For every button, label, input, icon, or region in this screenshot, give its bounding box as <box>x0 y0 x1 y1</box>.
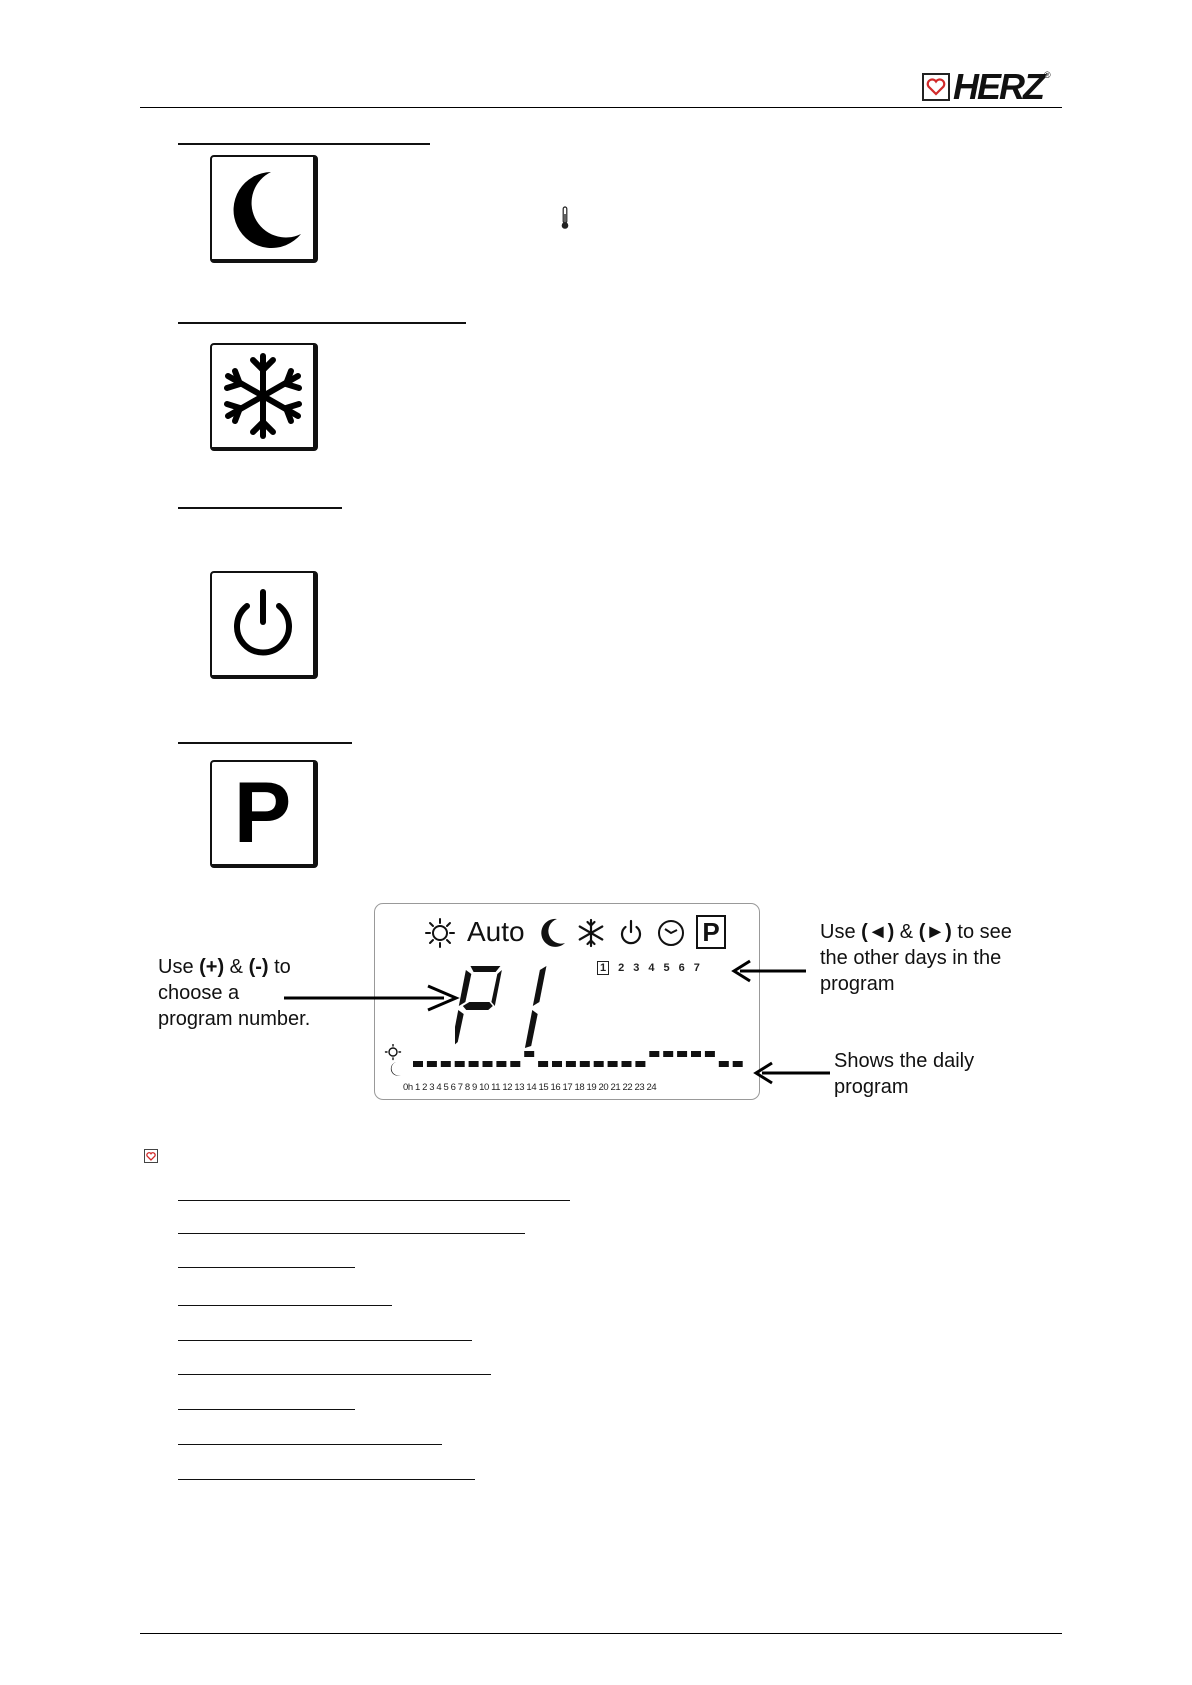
schedule-bar-hour-3 <box>455 1061 465 1067</box>
list-item-underline <box>178 1374 491 1375</box>
schedule-bar-hour-14 <box>608 1061 618 1067</box>
list-item-underline <box>178 1305 392 1306</box>
schedule-bar-hour-18 <box>663 1051 673 1057</box>
hour-axis-labels: 0h 1 2 3 4 5 6 7 8 9 10 11 12 13 14 15 16 17 18 19 20 21 22 23 24 <box>403 1082 657 1093</box>
schedule-bar-hour-10 <box>552 1061 562 1067</box>
callout-daily-program: Shows the daily program <box>834 1050 975 1098</box>
program-number-text: P1 <box>455 962 457 963</box>
list-item-underline <box>178 1267 355 1268</box>
day-4: 4 <box>648 962 655 974</box>
schedule-bar-hour-15 <box>622 1061 632 1067</box>
night-mode-button <box>210 155 318 263</box>
registered-mark: ® <box>1044 70 1051 80</box>
off-mode-button <box>210 571 318 679</box>
schedule-bar-hour-5 <box>483 1061 493 1067</box>
arrow-to-daily-program <box>752 1061 830 1085</box>
schedule-bar-hour-21 <box>705 1051 715 1057</box>
schedule-bar-hour-20 <box>691 1051 701 1057</box>
schedule-bar-hour-19 <box>677 1051 687 1057</box>
day-1: 1 <box>597 961 609 975</box>
list-item-underline <box>178 1409 355 1410</box>
arrow-to-program-number <box>284 984 460 1012</box>
schedule-bar-hour-12 <box>580 1061 590 1067</box>
section-heading-frost <box>178 322 466 324</box>
schedule-bar-hour-1 <box>427 1061 437 1067</box>
header-rule <box>140 107 1062 108</box>
schedule-bar-hour-2 <box>441 1061 451 1067</box>
program-letter: P <box>233 765 292 861</box>
schedule-bar-hour-8 <box>524 1051 534 1057</box>
frost-mode-button <box>210 343 318 451</box>
schedule-bar-hour-6 <box>496 1061 506 1067</box>
snowflake-icon <box>576 918 606 948</box>
list-item-underline <box>178 1200 570 1201</box>
schedule-bar-hour-16 <box>635 1061 645 1067</box>
section-heading-program <box>178 742 352 744</box>
power-icon <box>618 919 644 947</box>
snowflake-icon <box>217 350 309 442</box>
program-number-display <box>455 962 565 1052</box>
herz-logo <box>922 66 1051 107</box>
schedule-bar-hour-22 <box>719 1061 729 1067</box>
arrow-to-days <box>730 959 806 983</box>
day-3: 3 <box>633 962 640 974</box>
day-7: 7 <box>693 962 700 974</box>
schedule-bar-hour-17 <box>649 1051 659 1057</box>
schedule-bar-hour-11 <box>566 1061 576 1067</box>
heart-icon <box>922 73 950 101</box>
heart-bullet-icon <box>144 1149 158 1163</box>
schedule-bar-hour-23 <box>733 1061 743 1067</box>
schedule-bar-hour-4 <box>469 1061 479 1067</box>
list-item-underline <box>178 1340 472 1341</box>
day-2: 2 <box>618 962 625 974</box>
section-heading-night <box>178 143 430 145</box>
list-item-underline <box>178 1233 525 1234</box>
program-indicator: P <box>696 915 726 949</box>
sun-icon <box>425 918 455 948</box>
day-5: 5 <box>663 962 670 974</box>
list-item-underline <box>178 1479 475 1480</box>
power-icon <box>223 584 303 664</box>
callout-other-days: Use (◄) & (►) to see the other days in the program <box>820 921 1012 995</box>
program-button <box>210 760 318 868</box>
schedule-bar-hour-13 <box>594 1061 604 1067</box>
callout-choose-program: Use (+) & (-) to choose a program number. <box>158 956 311 1030</box>
moon-icon <box>540 918 566 948</box>
thermometer-icon <box>560 206 570 235</box>
list-item-underline <box>178 1444 442 1445</box>
schedule-bar-hour-7 <box>510 1061 520 1067</box>
auto-label: Auto <box>467 916 525 947</box>
section-heading-off <box>178 507 342 509</box>
day-6: 6 <box>678 962 685 974</box>
logo-text: HERZ <box>953 66 1043 107</box>
schedule-bar-hour-9 <box>538 1061 548 1067</box>
day-indicators <box>597 961 700 975</box>
clock-icon <box>656 918 686 948</box>
daily-program-bars <box>383 1044 753 1084</box>
footer-rule <box>140 1633 1062 1634</box>
moon-icon <box>221 166 305 250</box>
schedule-bar-hour-0 <box>413 1061 423 1067</box>
